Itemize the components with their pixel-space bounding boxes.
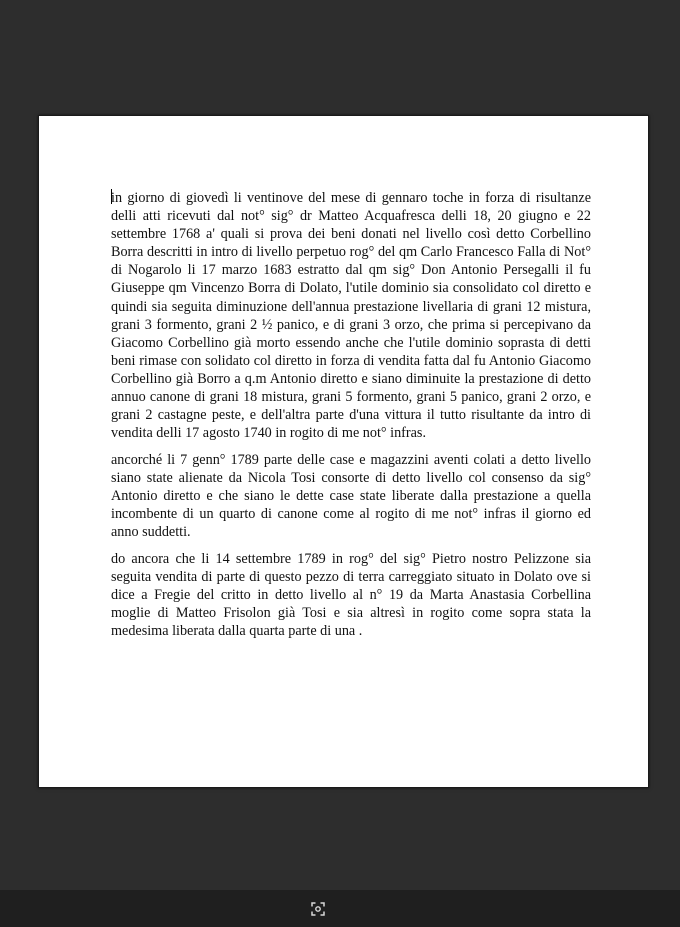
paragraph-2: ancorché li 7 genn° 1789 parte delle case e magazzini aventi colati a detto livello siano state alienate da Nicola Tosi consorte di detto livello col consenso da sig° Antonio diretto e che siano le dette case state liberate dalla prestazione a quella incombente di un quarto di canone come al rogito di me not° infras il giorno ed anno suddetti. — [111, 451, 591, 541]
paragraph-3: do ancora che li 14 settembre 1789 in rog° del sig° Pietro nostro Pelizzone sia seguita vendita di parte di questo pezzo di terra carreggiato situato in Dolato ove si dice a Fregie del critto in detto livello al n° 19 da Marta Anastasia Corbellina moglie di Matteo Frisolon già Tosi e sia altresì in rogito come sopra stata la medesima liberata dalla quarta parte di una . — [111, 550, 591, 640]
bottom-toolbar — [0, 890, 680, 927]
paragraph-1-text: in giorno di giovedì li ventinove del mese di gennaro toche in forza di risultanze delli atti ricevuti dal not° sig° dr Matteo Acquafresca delli 18, 20 giugno e 22 settembre 1768 a' quali si prova dei beni donati nel livello così detto Corbellino Borra descritti in intro di livello perpetuo rog° del qm Carlo Francesco Falla di Not° di Nogarolo li 17 marzo 1683 estratto dal qm sig° Don Antonio Persegalli il fu Giuseppe qm Vincenzo Borra di Dolato, l'utile dominio sia consolidato col diretto e quindi sia seguita diminuzione dell'annua prestazione livellaria di grani 12 mistura, grani 3 formento, grani 2 ½ panico, e di grani 3 orzo, che prima si percepivano da Giacomo Corbellino già morto essendo anche che l'utile dominio soprasta di detti beni rimase con solidato col diretto in forza di vendita fatta dal fu Antonio Giacomo Corbellino già Borro a q.m Antonio diretto e siano diminuite la prestazione di detto annuo canone di grani 18 mistura, grani 5 formento, grani 5 panico, grani 2 orzo, e grani 2 castagne peste, e dell'altra parte d'una vittura il tutto risultante da intro di vendita delli 17 agosto 1740 in rogito di me not° infras. — [111, 190, 591, 442]
page-text[interactable] — [111, 189, 591, 649]
paragraph-1 — [111, 189, 591, 442]
document-page[interactable] — [38, 115, 649, 788]
fit-to-screen-button[interactable] — [309, 900, 327, 918]
fit-to-screen-icon — [311, 902, 325, 916]
